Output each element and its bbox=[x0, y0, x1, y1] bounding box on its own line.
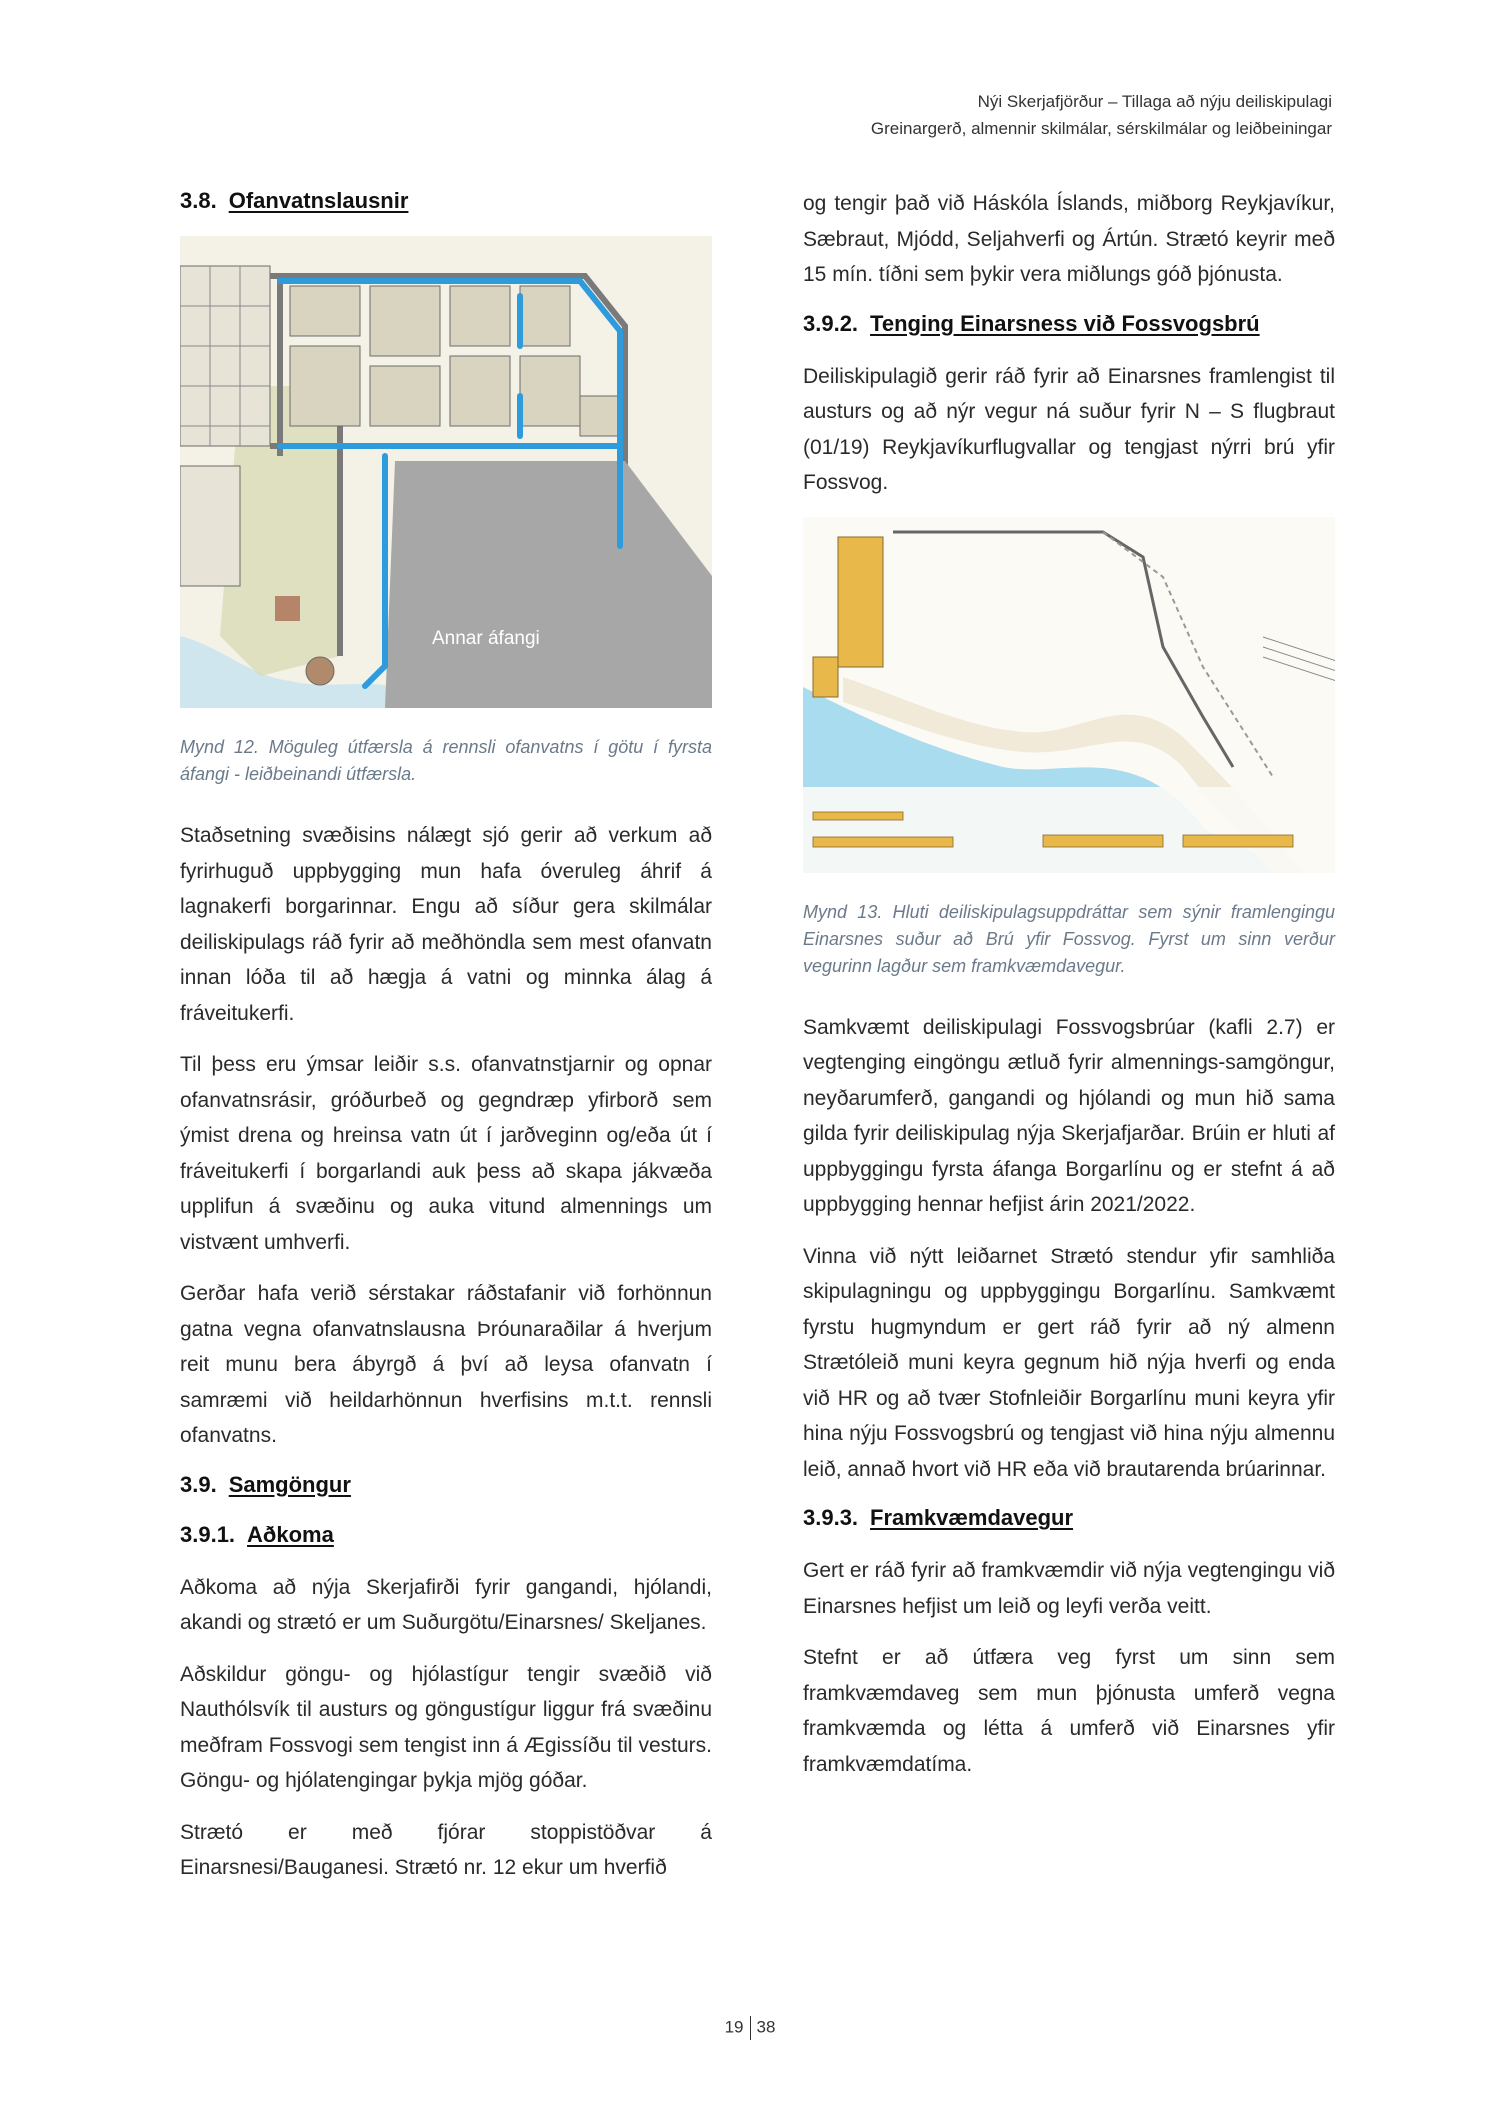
left-column bbox=[180, 186, 712, 1902]
heading-title: Samgöngur bbox=[228, 1471, 351, 1497]
heading-number: 3.9.1. bbox=[180, 1521, 236, 1547]
heading-title: Framkvæmdavegur bbox=[870, 1505, 1074, 1530]
heading-3-8 bbox=[180, 186, 712, 216]
paragraph: og tengir það við Háskóla Íslands, miðborg Reykjavíkur, Sæbraut, Mjódd, Seljahverfi og Ártún. Strætó keyrir með 15 mín. tíðni sem þykir vera miðlungs góð þjónusta. bbox=[803, 192, 1335, 286]
figure-13-caption: Mynd 13. Hluti deiliskipulagsuppdráttar sem sýnir framlengingu Einarsnes suður að Brú yfir Fossvog. Fyrst um sinn verður vegurinn lagður sem framkvæmdavegur. bbox=[803, 901, 1335, 976]
figure-12-caption: Mynd 12. Möguleg útfærsla á rennsli ofanvatns í götu í fyrsta áfangi - leiðbeinandi útfærsla. bbox=[180, 737, 712, 784]
paragraph: Staðsetning svæðisins nálægt sjó gerir að verkum að fyrirhuguð uppbygging mun hafa óveruleg áhrif á lagnakerfi borgarinnar. Engu að síður gera skilmálar deiliskipulags ráð fyrir að meðhöndla sem mest ofanvatn innan lóða til að hægja á vatni og minnka álag á fráveitukerfi. bbox=[180, 824, 712, 1025]
heading-3-9 bbox=[180, 1470, 712, 1500]
paragraph: Gert er ráð fyrir að framkvæmdir við nýja vegtengingu við Einarsnes hefjist um leið og leyfi verða veitt. bbox=[803, 1559, 1335, 1618]
paragraph: Stefnt er að útfæra veg fyrst um sinn sem framkvæmdaveg sem mun þjónusta umferð vegna framkvæmda og létta á umferð við Einarsnes yfir framkvæmdatíma. bbox=[803, 1646, 1335, 1776]
figure-13-map bbox=[803, 517, 1335, 873]
heading-number: 3.8. bbox=[180, 188, 217, 213]
figure-12-label: Annar áfangi bbox=[432, 628, 540, 649]
heading-title: Tenging Einarsness við Fossvogsbrú bbox=[870, 310, 1260, 336]
heading-number: 3.9. bbox=[180, 1471, 217, 1497]
page-total: 38 bbox=[756, 2017, 776, 2037]
figure-12-map bbox=[180, 236, 712, 708]
heading-3-9-2 bbox=[803, 309, 1335, 339]
page-separator bbox=[750, 2016, 751, 2040]
heading-number: 3.9.2. bbox=[803, 310, 859, 336]
page-number: 19 bbox=[724, 2017, 744, 2037]
heading-3-9-3 bbox=[803, 1503, 1335, 1533]
right-column bbox=[803, 186, 1335, 1798]
paragraph: Deiliskipulagið gerir ráð fyrir að Einarsnes framlengist til austurs og að nýr vegur ná suður fyrir N – S flugbraut (01/19) Reykjavíkurflugvallar og tengjast nýrri brú yfir Fossvog. bbox=[803, 364, 1335, 494]
paragraph: Aðskildur göngu- og hjólastígur tengir svæðið við Nauthólsvík til austurs og göngustígur liggur frá svæðinu meðfram Fossvogi sem tengist inn á Ægissíðu til vesturs. Göngu- og hjólatengingar þykja mjög góðar. bbox=[180, 1662, 712, 1792]
page-header bbox=[871, 88, 1332, 142]
paragraph: Gerðar hafa verið sérstakar ráðstafanir við forhönnun gatna vegna ofanvatnslausna Þróunaraðilar á hverjum reit munu bera ábyrgð á því að leysa ofanvatn í samræmi við heildarhönnun hverfisins m.t.t. rennsli ofanvatns. bbox=[180, 1282, 712, 1447]
heading-3-9-1 bbox=[180, 1520, 712, 1550]
heading-title: Aðkoma bbox=[247, 1521, 334, 1547]
heading-title: Ofanvatnslausnir bbox=[228, 188, 409, 213]
paragraph: Vinna við nýtt leiðarnet Strætó stendur yfir samhliða skipulagningu og uppbyggingu Borgarlínu. Samkvæmt fyrstu hugmyndum er gert ráð fyrir að ný almenn Strætóleið muni keyra gegnum hið nýja hverfi og enda við HR og að tvær Stofnleiðir Borgarlínu muni keyra yfir hina nýju Fossvogsbrú og tengjast við hina nýju almennu leið, annað hvort við HR eða við brautarenda brúarinnar. bbox=[803, 1244, 1335, 1481]
page-footer bbox=[0, 2016, 1500, 2040]
road-extension-map bbox=[803, 517, 1335, 873]
paragraph: Til þess eru ýmsar leiðir s.s. ofanvatnstjarnir og opnar ofanvatnsrásir, gróðurbeð og gegndræp yfirborð sem ýmist drena og hreinsa vatn út í jarðveginn og/eða út í fráveitukerfi í borgarlandi auk þess að skapa jákvæða upplifun á svæðinu og auka vitund almennings um vistvænt umhverfi. bbox=[180, 1053, 712, 1254]
paragraph: Strætó er með fjórar stoppistöðvar á Einarsnesi/Bauganesi. Strætó nr. 12 ekur um hverfið bbox=[180, 1820, 712, 1879]
paragraph: Samkvæmt deiliskipulagi Fossvogsbrúar (kafli 2.7) er vegtenging eingöngu ætluð fyrir almennings-samgöngur, neyðarumferð, gangandi og hjólandi og mun hið sama gilda fyrir deiliskipulag nýja Skerjafjarðar. Brúin er hluti af uppbyggingu fyrsta áfanga Borgarlínu og er stefnt á að uppbygging hennar hefjist árin 2021/2022. bbox=[803, 1015, 1335, 1216]
paragraph: Aðkoma að nýja Skerjafirði fyrir gangandi, hjólandi, akandi og strætó er um Suðurgötu/Einarsnes/ Skeljanes. bbox=[180, 1575, 712, 1634]
header-subtitle: Greinargerð, almennir skilmálar, sérskilmálar og leiðbeiningar bbox=[870, 119, 1332, 138]
header-title: Nýi Skerjafjörður – Tillaga að nýju deiliskipulagi bbox=[977, 92, 1332, 111]
heading-number: 3.9.3. bbox=[803, 1505, 859, 1530]
